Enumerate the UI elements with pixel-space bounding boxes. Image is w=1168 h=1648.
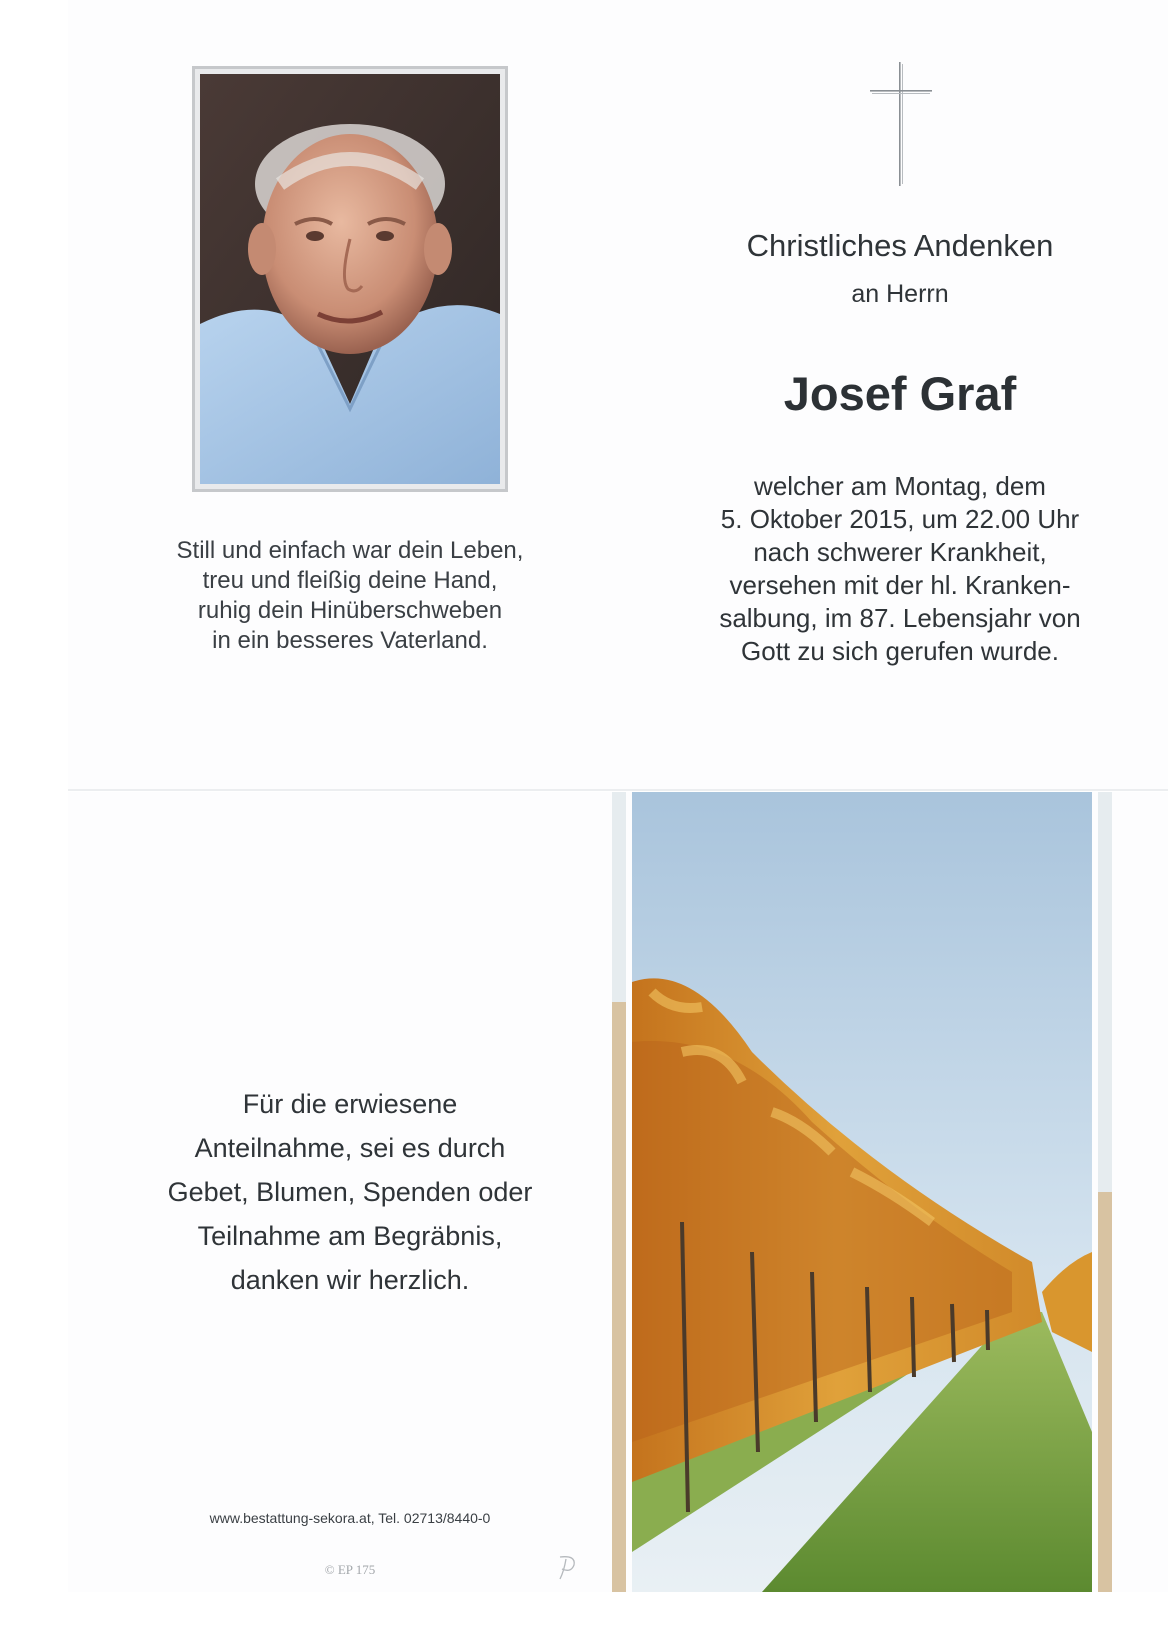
death-notice <box>640 470 1160 668</box>
notice-line: versehen mit der hl. Kranken- <box>729 570 1071 600</box>
thanks-message <box>130 1082 570 1302</box>
portrait-photo <box>200 74 500 484</box>
cross-icon <box>870 62 932 186</box>
notice-line: 5. Oktober 2015, um 22.00 Uhr <box>720 504 1080 534</box>
thanks-line: danken wir herzlich. <box>230 1265 470 1295</box>
memorial-subheading: an Herrn <box>851 280 949 308</box>
poem-line: in ein besseres Vaterland. <box>212 627 488 654</box>
memorial-poem <box>140 536 560 656</box>
vineyard-image <box>612 792 1168 1592</box>
signature-mark <box>556 1553 580 1581</box>
product-code: © EP 175 <box>324 1562 376 1577</box>
thanks-line: Teilnahme am Begräbnis, <box>197 1221 503 1251</box>
notice-line: Gott zu sich gerufen wurde. <box>741 636 1059 666</box>
poem-line: ruhig dein Hinüberschweben <box>197 597 503 624</box>
funeral-home-contact: www.bestattung-sekora.at, Tel. 02713/8440-0 <box>209 1510 491 1526</box>
memorial-heading: Christliches Andenken <box>746 228 1054 263</box>
thanks-line: Für die erwiesene <box>242 1089 458 1119</box>
notice-line: salbung, im 87. Lebensjahr von <box>719 603 1081 633</box>
poem-line: Still und einfach war dein Leben, <box>176 537 524 564</box>
fold-line <box>68 789 1168 791</box>
deceased-name: Josef Graf <box>783 367 1017 420</box>
thanks-line: Gebet, Blumen, Spenden oder <box>167 1177 533 1207</box>
portrait-frame <box>192 66 508 492</box>
notice-line: welcher am Montag, dem <box>754 471 1046 501</box>
poem-line: treu und fleißig deine Hand, <box>202 567 498 594</box>
thanks-line: Anteilnahme, sei es durch <box>194 1133 506 1163</box>
notice-line: nach schwerer Krankheit, <box>753 537 1047 567</box>
